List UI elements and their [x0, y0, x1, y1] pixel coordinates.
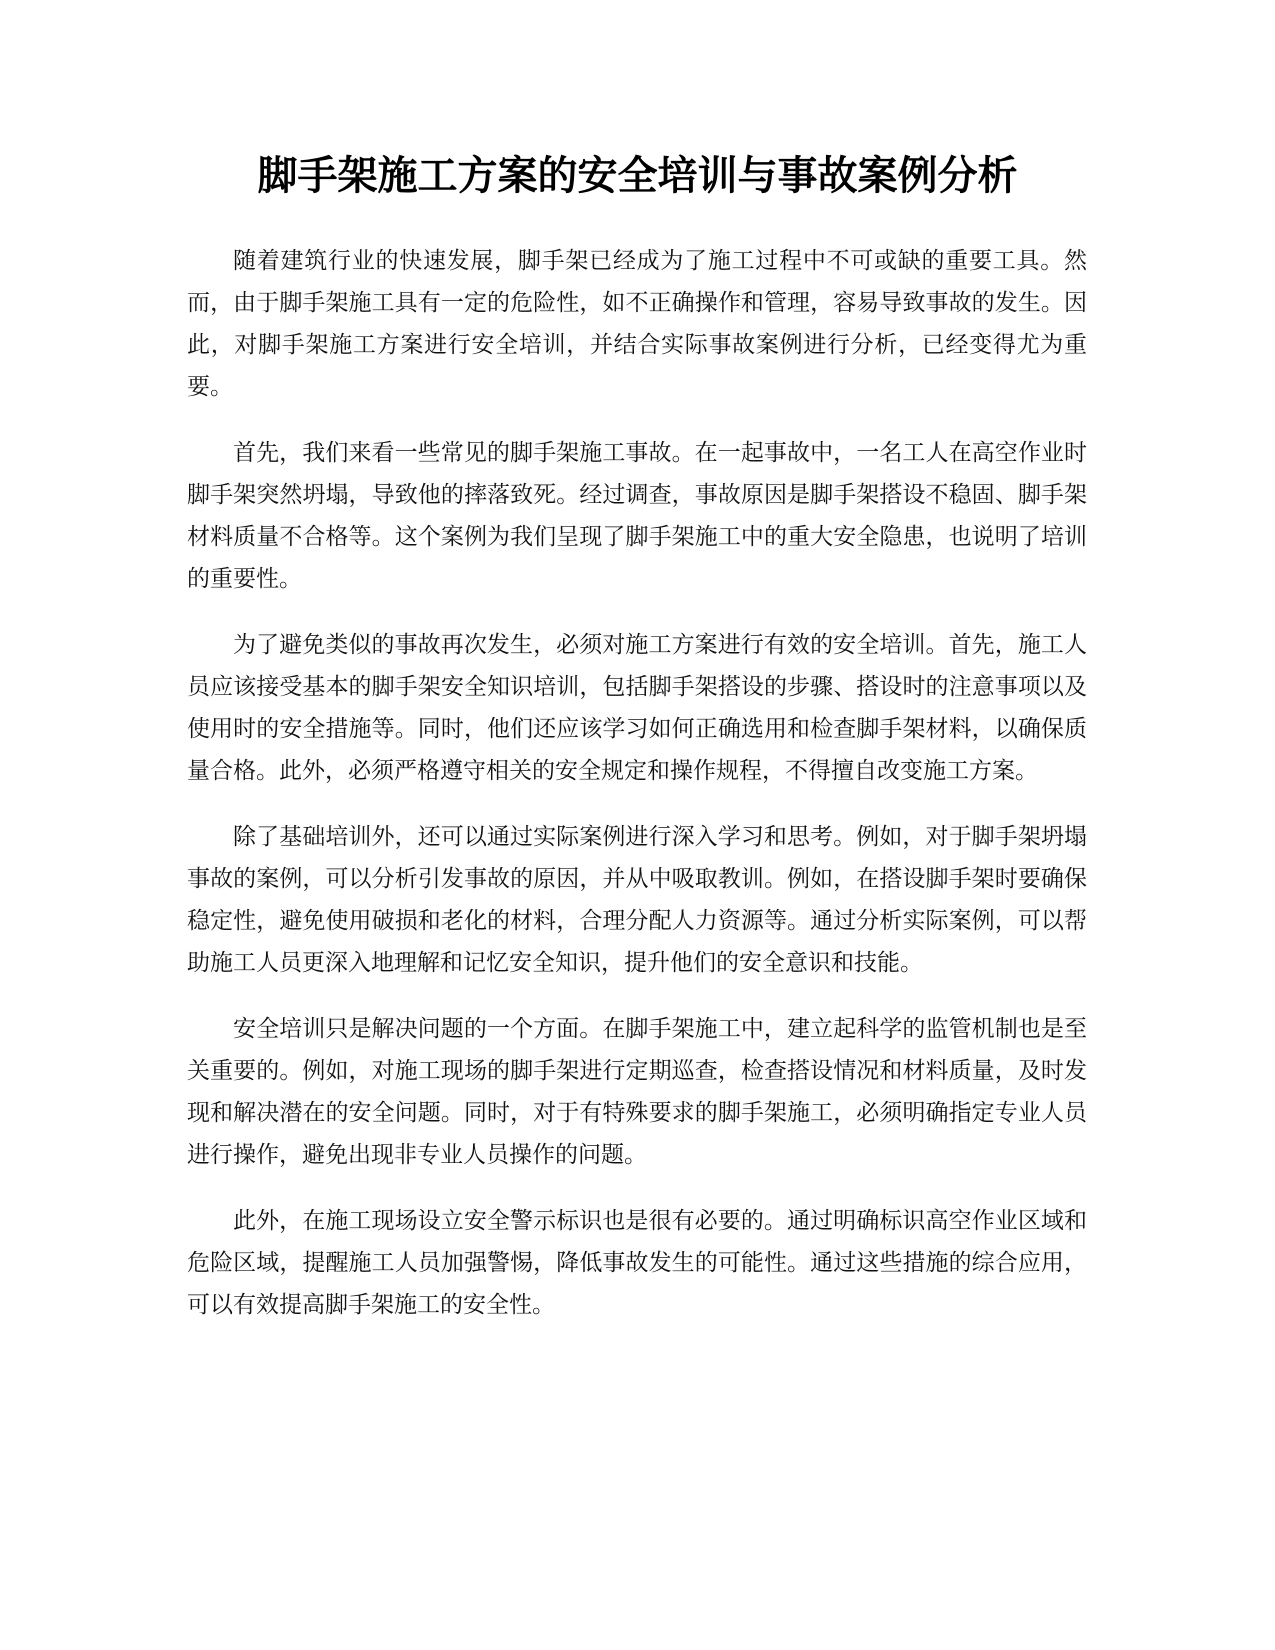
paragraph-2: 首先，我们来看一些常见的脚手架施工事故。在一起事故中，一名工人在高空作业时脚手架突然坍塌，导致他的摔落致死。经过调查，事故原因是脚手架搭设不稳固、脚手架材料质量不合格等。这个案例为我们呈现了脚手架施工中的重大安全隐患，也说明了培训的重要性。: [187, 440, 1087, 592]
document-body: [187, 240, 1087, 1350]
paragraph-1: 随着建筑行业的快速发展，脚手架已经成为了施工过程中不可或缺的重要工具。然而，由于脚手架施工具有一定的危险性，如不正确操作和管理，容易导致事故的发生。因此，对脚手架施工方案进行安全培训，并结合实际事故案例进行分析，已经变得尤为重要。: [187, 248, 1087, 400]
document-title: 脚手架施工方案的安全培训与事故案例分析: [257, 153, 1018, 199]
paragraph-6: 此外，在施工现场设立安全警示标识也是很有必要的。通过明确标识高空作业区域和危险区域，提醒施工人员加强警惕，降低事故发生的可能性。通过这些措施的综合应用，可以有效提高脚手架施工的安全性。: [187, 1208, 1087, 1318]
paragraph-3: 为了避免类似的事故再次发生，必须对施工方案进行有效的安全培训。首先，施工人员应该接受基本的脚手架安全知识培训，包括脚手架搭设的步骤、搭设时的注意事项以及使用时的安全措施等。同时，他们还应该学习如何正确选用和检查脚手架材料，以确保质量合格。此外，必须严格遵守相关的安全规定和操作规程，不得擅自改变施工方案。: [187, 632, 1087, 784]
paragraph-5: 安全培训只是解决问题的一个方面。在脚手架施工中，建立起科学的监管机制也是至关重要的。例如，对施工现场的脚手架进行定期巡查，检查搭设情况和材料质量，及时发现和解决潜在的安全问题。同时，对于有特殊要求的脚手架施工，必须明确指定专业人员进行操作，避免出现非专业人员操作的问题。: [187, 1016, 1087, 1168]
paragraph-4: 除了基础培训外，还可以通过实际案例进行深入学习和思考。例如，对于脚手架坍塌事故的案例，可以分析引发事故的原因，并从中吸取教训。例如，在搭设脚手架时要确保稳定性，避免使用破损和老化的材料，合理分配人力资源等。通过分析实际案例，可以帮助施工人员更深入地理解和记忆安全知识，提升他们的安全意识和技能。: [187, 824, 1087, 976]
